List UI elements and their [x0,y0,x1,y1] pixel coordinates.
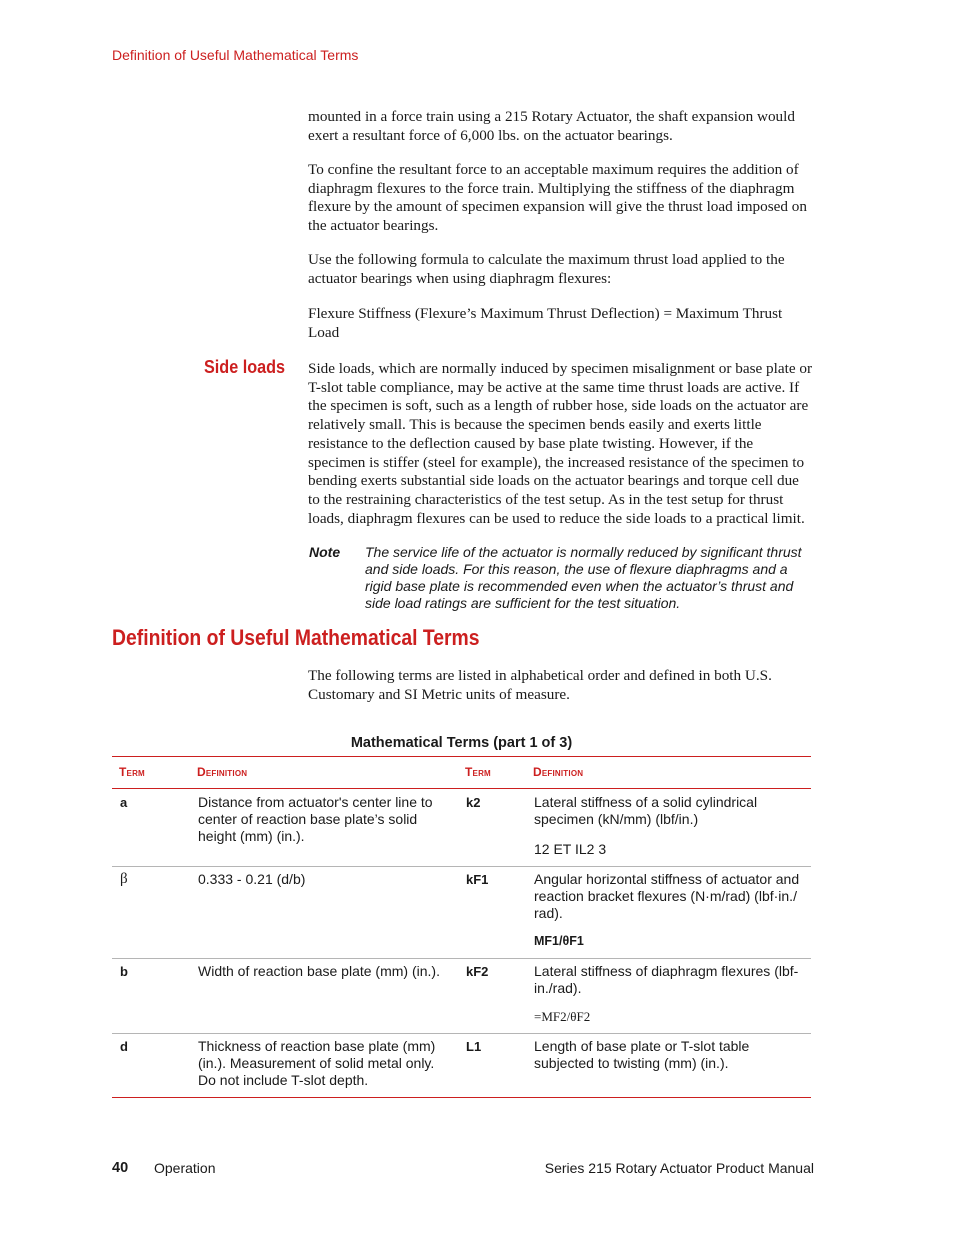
table-row [112,1034,811,1098]
definition-formula: =MF2/θF2 [534,1009,591,1024]
running-header-title: Definition of Useful Mathematical Terms [112,47,359,63]
definition-formula: MF1/θF1 [534,934,584,948]
header-term-1: Term [112,757,190,789]
term-cell: d [112,1034,190,1098]
term-cell: a [112,789,190,867]
note-text: The service life of the actuator is normally reduced by significant thrust and side loads. For this reason, the use of flexure diaphragms and a rigid base plate is recommended even when the actuator’s thrust and side load ratings are sufficient for the test situation. [365,544,802,611]
table-caption: Mathematical Terms (part 1 of 3) [350,735,573,751]
term-cell: k2 [458,789,526,867]
paragraph-formula-intro: Use the following formula to calculate the maximum thrust load applied to the actuator bearings when using diaphragm flexures: [308,251,785,287]
table-row [112,867,811,959]
definition-text: Lateral stiffness of diaphragm flexures (lbf-in./rad). [534,963,799,996]
header-definition-2: Definition [526,757,811,789]
footer-manual-title: Series 215 Rotary Actuator Product Manual [544,1160,814,1176]
paragraph-formula: Flexure Stiffness (Flexure’s Maximum Thrust Deflection) = Maximum Thrust Load [308,305,783,341]
definition-formula: 12 ET IL2 3 [534,841,607,857]
definition-text: Lateral stiffness of a solid cylindrical specimen (kN/mm) (lbf/in.) [534,794,758,827]
table-row [112,959,811,1034]
side-loads-heading: Side loads [204,357,286,377]
term-cell: L1 [458,1034,526,1098]
math-terms-table [112,756,811,1098]
definition-cell: Thickness of reaction base plate (mm) (in.). Measurement of solid metal only. Do not include T-slot depth. [190,1034,458,1098]
note-label: Note [309,544,341,560]
footer-section: Operation [154,1160,216,1176]
paragraph-diaphragm-flexures: To confine the resultant force to an acceptable maximum requires the addition of diaphragm flexures to the force train. Multiplying the stiffness of the diaphragm flexure by the amount of specimen expansion will give the thrust load imposed on the actuator bearings. [308,161,807,235]
section-intro: The following terms are listed in alphabetical order and defined in both U.S. Customary and SI Metric units of measure. [308,667,772,703]
definition-cell [526,867,811,959]
table-header-row [112,757,811,789]
term-cell: kF1 [458,867,526,959]
term-cell: kF2 [458,959,526,1034]
definition-text: Angular horizontal stiffness of actuator and reaction bracket flexures (N·m/rad) (lbf·in./ rad). [534,871,800,921]
section-title: Definition of Useful Mathematical Terms [112,625,480,650]
term-cell: b [112,959,190,1034]
definition-cell: 0.333 - 0.21 (d/b) [190,867,458,959]
side-loads-paragraph: Side loads, which are normally induced by specimen misalignment or base plate or T-slot table compliance, may be active at the same time thrust loads are active. If the specimen is soft, such as a length of rubber hose, side loads on the actuator are relatively small. This is because the specimen bends easily and exerts little resistance to the deflection caused by base plate twisting. However, if the specimen is stiffer (steel for example), the increased resistance of the specimen to bending exerts substantial side loads on the actuator bearings and torque cell due to the restraining characteristics of the test setup. As in the test setup for thrust loads, diaphragm flexures can be used to reduce the side loads to a practical limit. [308,360,813,527]
paragraph-shaft-expansion: mounted in a force train using a 215 Rotary Actuator, the shaft expansion would exert a resultant force of 6,000 lbs. on the actuator bearings. [308,108,795,144]
definition-cell [526,1034,811,1098]
header-definition-1: Definition [190,757,458,789]
page-number: 40 [112,1160,129,1176]
definition-text: Length of base plate or T-slot table subjected to twisting (mm) (in.). [534,1038,750,1071]
term-cell: β [112,867,190,959]
definition-cell [526,789,811,867]
definition-cell [526,959,811,1034]
definition-cell: Width of reaction base plate (mm) (in.). [190,959,458,1034]
header-term-2: Term [458,757,526,789]
definition-cell: Distance from actuator's center line to center of reaction base plate’s solid height (mm) (in.). [190,789,458,867]
table-row [112,789,811,867]
